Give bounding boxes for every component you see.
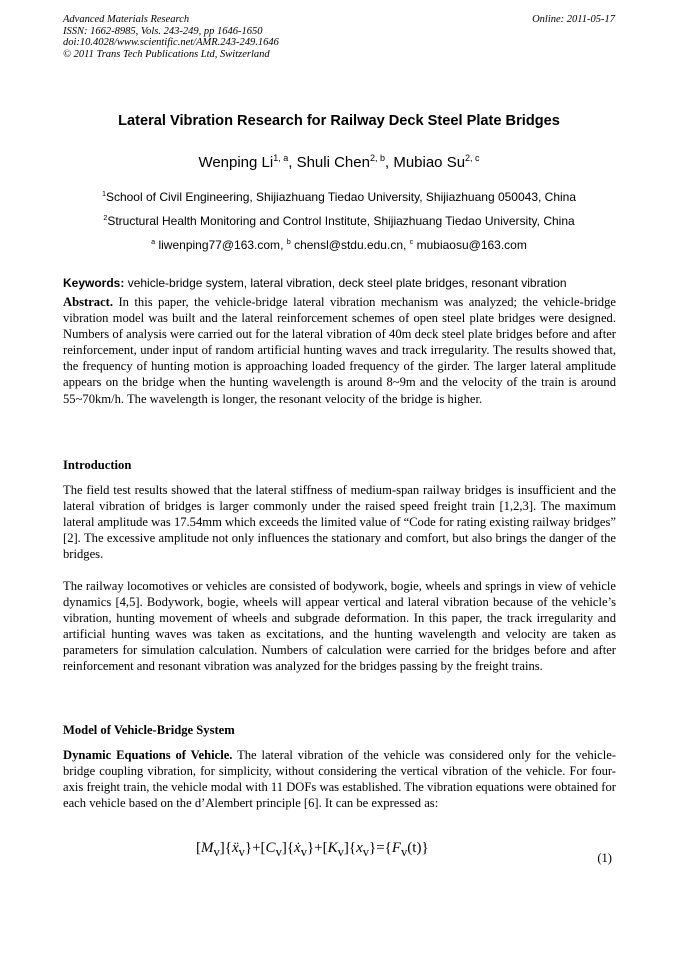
equation-number: (1) — [597, 851, 612, 865]
author-name: Mubiao Su — [393, 154, 466, 171]
introduction-heading: Introduction — [63, 458, 132, 472]
affiliation-2 — [0, 214, 678, 228]
email-link: chensl@stdu.edu.cn — [294, 238, 403, 252]
affiliation-text: Structural Health Monitoring and Control Institute, Shijiazhuang Tiedao University, China — [107, 214, 575, 228]
abstract-label: Abstract. — [63, 295, 114, 309]
model-paragraph — [63, 747, 616, 811]
model-heading: Model of Vehicle-Bridge System — [63, 723, 235, 737]
journal-name: Advanced Materials Research — [63, 14, 190, 25]
issn-line: ISSN: 1662-8985, Vols. 243-249, pp 1646-1650 — [63, 25, 263, 37]
email-link: mubiaosu@163.com — [416, 238, 527, 252]
author-sup: 2, b — [369, 153, 385, 163]
vibration-equation: $[M_v]\{ẍ_v\}+[C_v]\{ẋ_v\}+[K_v]\{x_v\}=\{F_v(t)\}$ — [196, 840, 429, 859]
copyright-line: © 2011 Trans Tech Publications Ltd, Switzerland — [63, 48, 270, 60]
email-sup: c — [409, 237, 414, 246]
keywords-label: Keywords: — [63, 276, 125, 290]
author-name: Shuli Chen — [296, 154, 370, 171]
model-subheading: Dynamic Equations of Vehicle. — [63, 748, 233, 762]
keywords-line — [63, 276, 616, 290]
author-line: Wenping Li$^{1, a}$, Shuli Chen$^{2, b}$, Mubiao Su$^{2, c}$ — [198, 153, 480, 171]
doi-line: doi:10.4028/www.scientific.net/AMR.243-249.1646 — [63, 37, 279, 48]
keywords-text: vehicle-bridge system, lateral vibration, deck steel plate bridges, resonant vibration — [127, 276, 567, 290]
author-sup: 2, c — [465, 153, 480, 163]
author-sup: 1, a — [273, 153, 289, 163]
affiliation-text: School of Civil Engineering, Shijiazhuang Tiedao University, Shijiazhuang 050043, China — [105, 190, 577, 204]
email-sup: b — [286, 237, 291, 246]
affiliation-1 — [0, 190, 678, 204]
intro-paragraph-2: The railway locomotives or vehicles are consisted of bodywork, bogie, wheels and springs in view of vehicle dynamics [4,5]. Bodywork, bogie, wheels will appear vertical and lateral vibration because of the vehicle’s vibration, hunting movement of wheels and subgrade deformation. In this paper, the track irregularity and artificial hunting waves was taken as excitations, and the hunting wavelength and velocity are taken as parameters for simulation calculation. Numbers of calculation were carried for the bridges before and after reinforcement and resonant vibration was analyzed for the bridges passing by the freight trains. — [63, 579, 616, 674]
abstract-text: In this paper, the vehicle-bridge lateral vibration mechanism was analyzed; the vehicle-bridge vibration model was built and the lateral reinforcement schemes of open steel plate bridges were designed. Numbers of analysis were carried out for the lateral vibration of 40m deck steel plate bridges before and after reinforcement, under input of random artificial hunting waves and track irregularity. The results showed that, the frequency of hunting motion is approaching loaded frequency of the girder. The larger lateral amplitude appears on the bridge when the hunting wavelength is around 8~9m and the velocity of the train is around 55~70km/h. The wavelength is longer, the resonant velocity of the bridge is higher. — [63, 295, 616, 406]
intro-paragraph-1: The field test results showed that the lateral stiffness of medium-span railway bridges is insufficient and the lateral vibration of bridges is larger commonly under the raised speed freight train [1,2,3]. The maximum lateral amplitude was 17.54mm which exceeds the limited value of “Code for rating existing railway bridges” [2]. The excessive amplitude not only influences the stationary and comfort, but also brings the danger of the bridges. — [63, 483, 616, 562]
model-text: The lateral vibration of the vehicle was considered only for the vehicle-bridge coupling vibration, for simplicity, without considering the vertical vibration of the vehicle. For four-axis freight train, the vehicle modal with 11 DOFs was established. The vibration equations were obtained for each vehicle based on the d’Alembert principle [6]. It can be expressed as: — [63, 748, 616, 811]
email-sup: a — [151, 237, 156, 246]
email-line: $^a$ liwenping77@163.com, $^b$ chensl@stdu.edu.cn, $^c$ mubiaosu@163.com — [151, 237, 527, 252]
author-name: Wenping Li — [198, 154, 274, 171]
abstract-paragraph — [63, 294, 616, 407]
online-date: Online: 2011-05-17 — [532, 14, 615, 25]
email-link: liwenping77@163.com — [158, 238, 281, 252]
journal-header — [63, 14, 279, 60]
affiliation-sup: 2 — [103, 213, 108, 222]
affiliation-sup: 1 — [101, 189, 106, 198]
paper-title: Lateral Vibration Research for Railway Deck Steel Plate Bridges — [118, 113, 560, 129]
